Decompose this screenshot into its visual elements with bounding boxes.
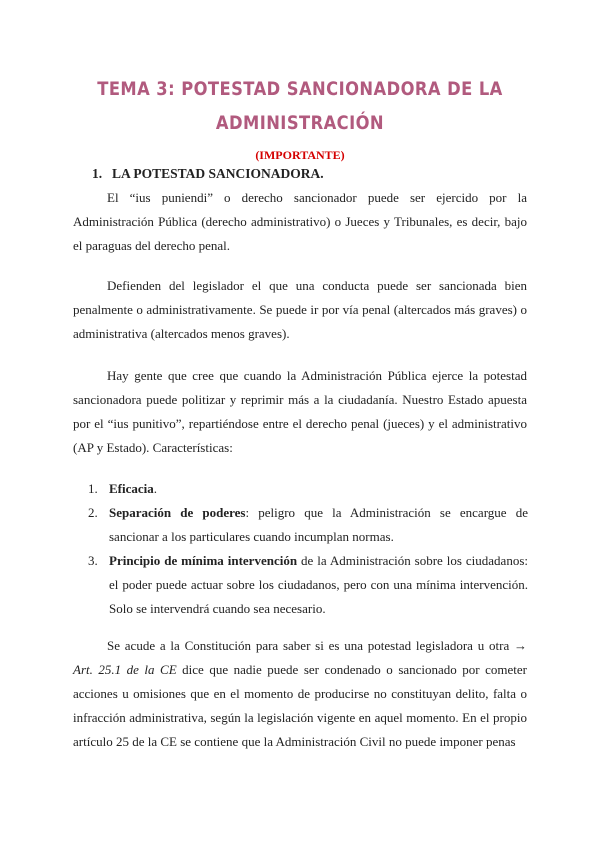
list-item-text: .: [153, 481, 158, 496]
list-item: [88, 477, 528, 501]
section-number: 1.: [92, 166, 103, 181]
characteristics-list: [88, 477, 528, 621]
paragraph-1-text: El “ius puniendi” o derecho sancionador puede ser ejercido por la Administración Pública (derecho administrativo) o Jueces y Tribunales, es decir, bajo el paraguas del derecho penal.: [73, 190, 527, 253]
document-title-line-2: ADMINISTRACIÓN: [215, 112, 385, 134]
paragraph-4-text: dice que nadie puede ser condenado o sancionado por cometer acciones u omisiones que en el momento de producirse no constituyan delito, falta o infracción administrativa, según la legislación vigente en aquel momento. En el propio artículo 25 de la CE se contiene que la Administración Civil no puede imponer penas: [73, 662, 528, 749]
list-item-number: 1.: [88, 481, 98, 496]
paragraph-ius-puniendi: [73, 186, 527, 258]
list-item-text: : peligro que la Administración se encargue de sancionar a los particulares cuando incumplan normas.: [109, 505, 528, 544]
list-item-number: 3.: [88, 553, 98, 568]
paragraph-constitucion: [73, 634, 527, 754]
important-label: (IMPORTANTE): [255, 148, 345, 162]
paragraph-2-text: Defienden del legislador el que una conducta puede ser sancionada bien penalmente o administrativamente. Se puede ir por vía penal (altercados más graves) o administrativa (altercados menos graves).: [73, 278, 527, 341]
list-item-term: Separación de poderes: [109, 505, 246, 520]
list-item: [88, 501, 528, 549]
list-item-term: Principio de mínima intervención: [109, 553, 298, 568]
list-item-term: Eficacia: [109, 481, 154, 496]
list-item: [88, 549, 528, 621]
paragraph-3-text: Hay gente que cree que cuando la Administración Pública ejerce la potestad sancionadora puede politizar y reprimir más a la ciudadanía. Nuestro Estado apuesta por el “ius punitivo”, repartiéndose entre el derecho penal (jueces) y el administrativo (AP y Estado). Características:: [73, 368, 527, 455]
document-title-line-1: TEMA 3: POTESTAD SANCIONADORA DE LA: [97, 78, 503, 100]
section-heading: [92, 166, 324, 182]
paragraph-ius-punitivo: [73, 364, 527, 460]
article-reference: Art. 25.1 de la CE: [73, 662, 177, 677]
list-item-text: de la Administración sobre los ciudadanos: el poder puede actuar sobre los ciudadanos, pero con una mínima intervención. Solo se intervendrá cuando sea necesario.: [109, 553, 528, 616]
list-item-number: 2.: [88, 505, 98, 520]
paragraph-4-intro: Se acude a la Constitución para saber si es una potestad legisladora u otra →: [107, 638, 527, 653]
paragraph-legislador: [73, 274, 527, 346]
section-heading-text: LA POTESTAD SANCIONADORA.: [112, 166, 324, 181]
